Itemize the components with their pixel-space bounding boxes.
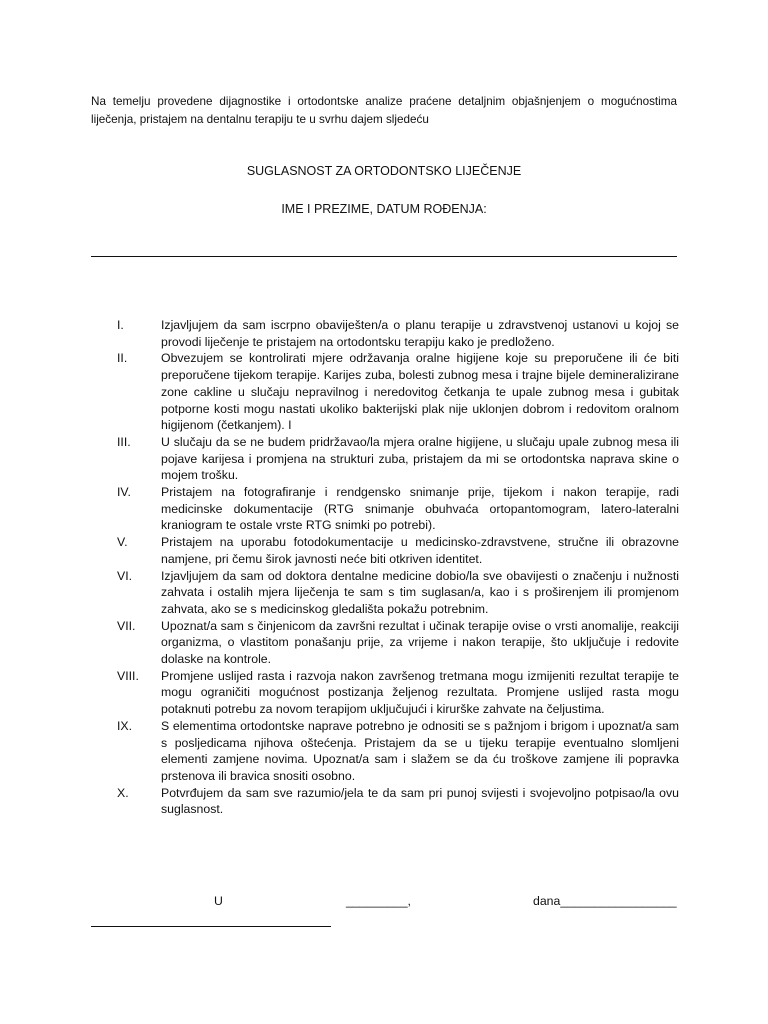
signature-line <box>91 926 331 927</box>
item-text: Izjavljujem da sam od doktora dentalne medicine dobio/la sve obavijesti o značenju i nužnosti zahvata i ostalih mjera liječenja te sam s tim suglasan/a, kao i s proširenjem ili promjenom zahvata, ako se s medicinskog gledališta pokažu potrebnim. <box>161 568 679 616</box>
item-text: S elementima ortodontske naprave potrebno je odnositi se s pažnjom i brigom i upoznat/a sam s posljedicama njihova oštećenja. Pristajem da se u tijeku terapije eventualno slomljeni elementi zamjene novima. Upoznat/a sam i slažem se da ću troškove zamjene ili popravka prstenova ili bravica snositi osobno. <box>161 718 679 783</box>
place-blank: _________, <box>346 894 411 908</box>
item-text: Promjene uslijed rasta i razvoja nakon završenog tretmana mogu izmijeniti rezultat terapije te mogu ograničiti mogućnost postizanja željenog rezultata. Promjene uslijed rasta mogu potaknuti potrebu za novom terapijom uključujući i kirurške zahvate na čeljustima. <box>161 668 679 717</box>
item-number: I. <box>117 318 124 332</box>
item-text: Pristajem na fotografiranje i rendgensko snimanje prije, tijekom i nakon terapije, radi medicinske dokumentacije (RTG snimanje obuhvaća ortopantomogram, latero-lateralni kraniogram te ostale vrste RTG snimki po potrebi). <box>161 485 679 533</box>
item-text: Izjavljujem da sam iscrpno obaviješten/a o planu terapije u zdravstvenoj ustanovi u kojoj se provodi liječenje te pristajem na ortodontsku terapiju kako je predloženo. <box>161 318 679 349</box>
item-number: IX. <box>117 718 133 733</box>
item-number: VIII. <box>117 668 139 683</box>
item-text: U slučaju da se ne budem pridržavao/la mjera oralne higijene, u slučaju upale zubnog mesa ili pojave karijesa i promjena na strukturi zuba, pristajem da mi se ortodontska naprava skine o mojem trošku. <box>161 434 679 483</box>
item-number: III. <box>117 434 131 449</box>
consent-item <box>0 718 679 785</box>
consent-item <box>0 785 679 818</box>
consent-item <box>0 350 679 434</box>
item-number: VI. <box>117 568 133 583</box>
intro-paragraph: Na temelju provedene dijagnostike i ortodontske analize praćene detaljnim objašnjenjem o mogućnostima liječenja, pristajem na dentalnu terapiju te u svrhu dajem sljedeću <box>91 95 677 126</box>
consent-item <box>0 568 679 618</box>
item-number: II. <box>117 351 128 366</box>
item-number: X. <box>117 785 129 800</box>
item-number: IV. <box>117 485 131 500</box>
consent-item <box>0 618 679 668</box>
item-text: Potvrđujem da sam sve razumio/jela te da sam pri punoj svijesti i svojevoljno potpisao/la ovu suglasnost. <box>161 785 679 817</box>
consent-item <box>0 668 679 718</box>
item-text: Pristajem na uporabu fotodokumentacije u medicinsko-zdravstvene, stručne ili obrazovne namjene, pri čemu širok javnosti neće biti otkriven identitet. <box>161 535 679 566</box>
item-number: V. <box>117 535 128 550</box>
item-text: Obvezujem se kontrolirati mjere održavanja oralne higijene koje su preporučene ili će biti preporučene tijekom terapije. Karijes zuba, bolesti zubnog mesa i trajne bijele demineralizirane zone cakline u slučaju nepravilnog i neredovitog četkanja te upale zubnog mesa i gubitak potporne kosti mogu nastati ukoliko bakterijski plak nije uklonjen dobrom i redovitom oralnom higijenom (četkanjem). I <box>161 351 679 433</box>
date-field: dana_________________ <box>533 894 677 908</box>
consent-list <box>0 317 768 818</box>
consent-item <box>0 534 679 567</box>
item-text: Upoznat/a sam s činjenicom da završni rezultat i učinak terapije ovise o vrsti anomalije, reakciji organizma, o vlastitom ponašanju prije, za vrijeme i nakon terapije, što uključuje i redovite dolaske na kontrole. <box>161 618 679 667</box>
consent-item <box>0 484 679 534</box>
name-dob-label: IME I PREZIME, DATUM ROĐENJA: <box>281 202 487 216</box>
document-title: SUGLASNOST ZA ORTODONTSKO LIJEČENJE <box>246 164 522 178</box>
name-dob-line <box>91 256 677 257</box>
consent-item <box>0 434 679 484</box>
item-number: VII. <box>117 618 136 633</box>
place-label: U <box>214 894 223 908</box>
consent-item <box>0 317 679 350</box>
